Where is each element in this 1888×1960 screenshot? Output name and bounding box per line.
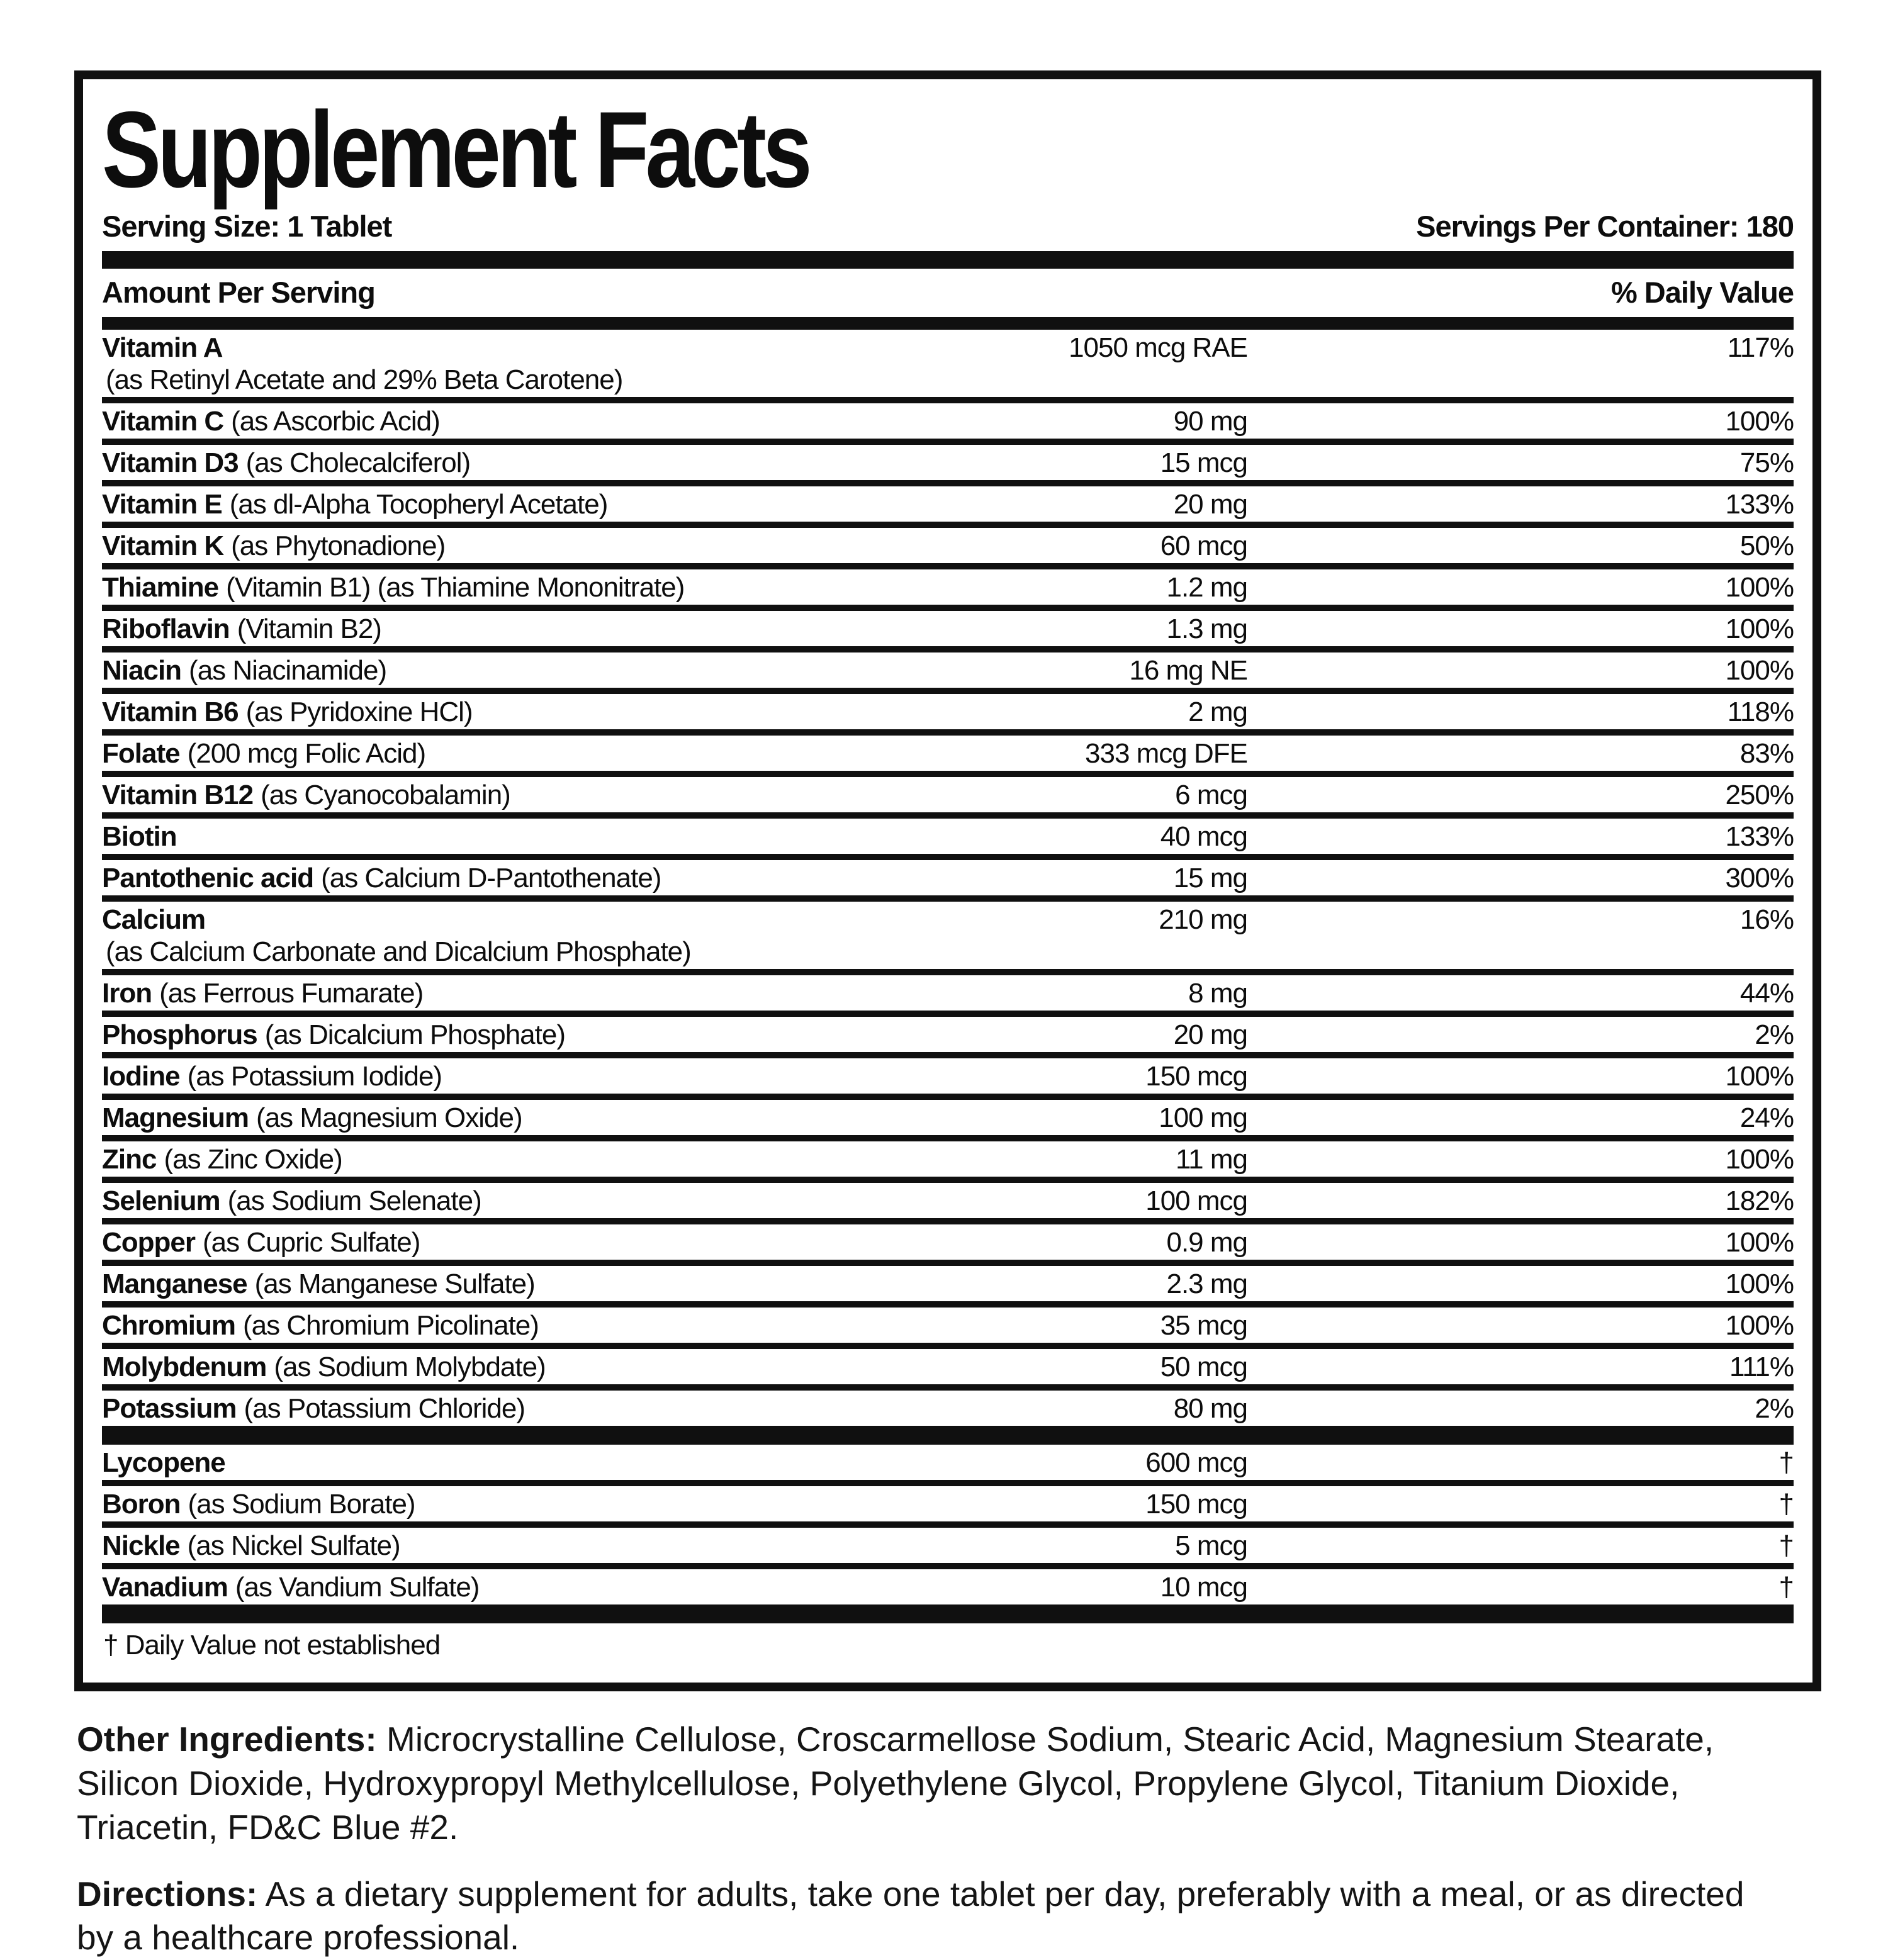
nutrient-source: (as Zinc Oxide) [164,1144,342,1175]
nutrient-name-cell [102,1185,845,1217]
table-row [102,1058,1794,1100]
nutrient-name: Iodine [102,1061,180,1092]
header-divider-bar [102,317,1794,330]
nutrient-name-cell [102,530,845,562]
row-separator [102,1521,1794,1528]
nutrient-daily-value: 118% [1727,697,1794,727]
nutrient-name: Iron [102,978,152,1009]
servings-per-container-text: Servings Per Container: 180 [1416,210,1794,243]
row-separator [102,854,1794,860]
table-row [102,652,1794,694]
nutrient-name: Calcium [102,904,206,935]
nutrient-name-cell [102,1309,845,1341]
nutrient-name: Vitamin B12 [102,780,254,810]
table-row [102,403,1794,445]
nutrient-daily-value: 2% [1755,1393,1794,1424]
nutrient-daily-value: 2% [1755,1019,1794,1050]
nutrient-amount: 150 mcg [1145,1489,1247,1520]
nutrient-source-line2: (as Calcium Carbonate and Dicalcium Phosphate) [106,936,691,967]
row-separator [102,480,1794,486]
row-separator [102,688,1794,694]
nutrient-amount: 2 mg [1188,697,1247,727]
row-separator [102,1052,1794,1058]
nutrient-name: Vitamin K [102,530,224,561]
nutrient-daily-value: 100% [1725,1061,1794,1092]
nutrient-source: (as Sodium Selenate) [227,1185,481,1216]
other-ingredients-paragraph [77,1718,1775,1850]
nutrient-name-cell [102,1102,845,1134]
nutrient-amount: 16 mg NE [1129,655,1247,686]
nutrient-amount: 100 mcg [1145,1185,1247,1216]
nutrient-name-cell [102,447,845,479]
nutrient-daily-value: † [1778,1447,1794,1478]
table-row [102,569,1794,611]
nutrient-name-cell [102,1392,845,1425]
row-separator [102,1260,1794,1266]
nutrient-name: Nickle [102,1530,180,1561]
nutrient-name-cell [102,1226,845,1258]
nutrient-amount: 50 mcg [1160,1352,1247,1382]
nutrient-name-cell [102,1530,845,1562]
nutrient-name: Riboflavin [102,613,230,644]
nutrient-amount: 6 mcg [1175,780,1247,810]
nutrient-daily-value: 182% [1725,1185,1794,1216]
nutrient-name: Folate [102,738,180,769]
nutrient-name-cell [102,1447,845,1479]
amount-per-serving-header: Amount Per Serving [102,276,375,309]
table-row [102,1017,1794,1058]
table-row [102,902,1794,975]
nutrient-daily-value: 16% [1739,904,1794,935]
column-header-row [102,275,1794,310]
nutrient-daily-value: 300% [1725,863,1794,893]
nutrient-amount: 15 mg [1173,863,1247,893]
nutrient-source: (as Sodium Borate) [188,1489,415,1520]
row-separator [102,1301,1794,1308]
nutrient-amount: 1.3 mg [1166,613,1247,644]
nutrient-name: Vanadium [102,1572,228,1603]
nutrient-source: (as dl-Alpha Tocopheryl Acetate) [229,489,608,520]
nutrient-daily-value: 133% [1725,489,1794,520]
nutrient-name-cell [102,571,845,603]
serving-row [102,209,1794,244]
other-ingredients-label: Other Ingredients: [77,1720,377,1759]
nutrient-amount: 40 mcg [1160,821,1247,852]
nutrient-source: (as Manganese Sulfate) [254,1268,535,1299]
supplement-facts-panel [74,70,1821,1691]
nutrient-amount: 15 mcg [1160,447,1247,478]
nutrient-amount: 60 mcg [1160,530,1247,561]
other-ingredients-text: Microcrystalline Cellulose, Croscarmellose Sodium, Stearic Acid, Magnesium Stearate, Silicon Dioxide, Hydroxypropyl Methylcellulose, Polyethylene Glycol, Propylene Glycol, Titanium Dioxide, Triacetin, FD&C Blue #2. [77,1720,1714,1847]
nutrient-daily-value: 111% [1729,1352,1794,1382]
nutrient-amount: 0.9 mg [1166,1227,1247,1258]
nutrient-amount: 11 mg [1175,1144,1247,1175]
nutrient-name-cell [102,405,845,437]
nutrient-name: Selenium [102,1185,220,1216]
table-row [102,445,1794,486]
table-row [102,736,1794,777]
table-row [102,1183,1794,1224]
table-row [102,330,1794,403]
nutrient-amount: 1.2 mg [1166,572,1247,603]
nutrient-daily-value: 50% [1739,530,1794,561]
nutrient-source: (as Cyanocobalamin) [261,780,510,810]
nutrient-name-cell [102,1060,845,1092]
nutrient-name: Zinc [102,1144,157,1175]
nutrient-daily-value: 75% [1739,447,1794,478]
nutrient-daily-value: 250% [1725,780,1794,810]
nutrient-name: Chromium [102,1310,235,1341]
nutrient-name-cell [102,1571,845,1603]
row-separator [102,1177,1794,1183]
nutrient-amount: 600 mcg [1145,1447,1247,1478]
nutrient-name: Biotin [102,821,177,852]
nutrient-daily-value: 44% [1739,978,1794,1009]
nutrient-amount: 150 mcg [1145,1061,1247,1092]
table-row [102,1528,1794,1569]
nutrient-source: (as Dicalcium Phosphate) [264,1019,566,1050]
nutrient-name-cell [102,737,845,770]
table-row [102,611,1794,652]
nutrient-amount: 333 mcg DFE [1085,738,1247,769]
nutrient-daily-value: † [1778,1489,1794,1520]
nutrient-daily-value: † [1778,1530,1794,1561]
nutrient-daily-value: 100% [1725,406,1794,437]
nutrient-name: Vitamin A [102,332,223,363]
nutrient-amount: 210 mg [1159,904,1247,935]
table-row [102,1349,1794,1391]
footnote-divider-bar [102,1604,1794,1623]
nutrient-source: (as Nickel Sulfate) [187,1530,400,1561]
nutrient-source: (as Chromium Picolinate) [243,1310,539,1341]
directions-text: As a dietary supplement for adults, take one tablet per day, preferably with a meal, or as directed by a healthcare professional. [77,1874,1745,1957]
serving-size-text: Serving Size: 1 Tablet [102,210,392,243]
nutrient-name-cell [102,904,845,968]
row-separator [102,1343,1794,1349]
nutrient-daily-value: † [1778,1572,1794,1603]
nutrient-name: Molybdenum [102,1352,267,1382]
nutrient-table-main [102,330,1794,1426]
nutrient-name-cell [102,332,845,396]
row-separator [102,1480,1794,1486]
table-row [102,975,1794,1017]
nutrient-name: Pantothenic acid [102,863,314,893]
row-separator [102,771,1794,777]
row-separator [102,397,1794,403]
nutrient-source: (as Cupric Sulfate) [203,1227,420,1258]
nutrient-source: (as Potassium Iodide) [187,1061,442,1092]
table-row [102,1141,1794,1183]
nutrient-source: (as Phytonadione) [231,530,446,561]
nutrient-name-cell [102,1268,845,1300]
nutrient-daily-value: 100% [1725,655,1794,686]
nutrient-name-cell [102,1019,845,1051]
row-separator [102,895,1794,902]
table-row [102,860,1794,902]
nutrient-name: Vitamin E [102,489,222,520]
nutrient-daily-value: 100% [1725,1144,1794,1175]
daily-value-header: % Daily Value [1610,276,1794,309]
nutrient-amount: 1050 mcg RAE [1069,332,1247,363]
nutrient-name: Vitamin B6 [102,697,239,727]
row-separator [102,1384,1794,1391]
page-title: Supplement Facts [102,89,809,210]
nutrient-name-cell [102,862,845,894]
nutrient-name-cell [102,488,845,520]
table-row [102,528,1794,569]
nutrient-amount: 8 mg [1188,978,1247,1009]
table-row [102,1569,1794,1604]
nutrient-name: Vitamin C [102,406,224,437]
nutrient-name-cell [102,654,845,686]
nutrient-daily-value: 117% [1727,332,1794,363]
nutrient-amount: 5 mcg [1175,1530,1247,1561]
table-row [102,694,1794,736]
nutrient-name-cell [102,779,845,811]
nutrient-amount: 80 mg [1173,1393,1247,1424]
table-row [102,777,1794,819]
nutrient-daily-value: 24% [1739,1102,1794,1133]
nutrient-daily-value: 133% [1725,821,1794,852]
directions-label: Directions: [77,1874,258,1913]
directions-paragraph [77,1873,1775,1960]
nutrient-source: (as Calcium D-Pantothenate) [321,863,661,893]
nutrient-name-cell [102,696,845,728]
nutrient-name: Lycopene [102,1447,225,1478]
nutrient-source: (as Potassium Chloride) [244,1393,525,1424]
row-separator [102,1011,1794,1017]
nutrient-name-cell [102,977,845,1009]
row-separator [102,439,1794,445]
nutrient-source: (Vitamin B2) [237,613,381,644]
table-row [102,486,1794,528]
table-row [102,1266,1794,1308]
nutrient-name: Boron [102,1489,181,1520]
footnote-text: † Daily Value not established [103,1630,441,1660]
table-row [102,1100,1794,1141]
row-separator [102,605,1794,611]
row-separator [102,729,1794,736]
row-separator [102,563,1794,569]
nutrient-amount: 20 mg [1173,1019,1247,1050]
nutrient-table-extra [102,1445,1794,1604]
nutrient-source: (200 mcg Folic Acid) [187,738,426,769]
table-row [102,1391,1794,1426]
nutrient-source: (as Magnesium Oxide) [256,1102,522,1133]
thick-divider-bar [102,251,1794,269]
row-separator [102,812,1794,819]
nutrient-amount: 20 mg [1173,489,1247,520]
nutrient-source: (as Pyridoxine HCl) [245,697,473,727]
row-separator [102,1563,1794,1569]
nutrient-daily-value: 100% [1725,1310,1794,1341]
nutrient-daily-value: 100% [1725,1227,1794,1258]
row-separator [102,1218,1794,1224]
nutrient-name: Potassium [102,1393,237,1424]
nutrient-daily-value: 100% [1725,1268,1794,1299]
table-row [102,1445,1794,1486]
row-separator [102,646,1794,652]
nutrient-source: (as Ascorbic Acid) [231,406,440,437]
nutrient-amount: 100 mg [1159,1102,1247,1133]
table-row [102,1308,1794,1349]
row-separator [102,969,1794,975]
nutrient-source: (as Vandium Sulfate) [235,1572,480,1603]
nutrient-amount: 10 mcg [1160,1572,1247,1603]
nutrient-name: Niacin [102,655,182,686]
nutrient-source: (Vitamin B1) (as Thiamine Mononitrate) [226,572,685,603]
nutrient-name: Manganese [102,1268,247,1299]
nutrient-name-cell [102,820,845,853]
nutrient-name: Copper [102,1227,195,1258]
table-row [102,1224,1794,1266]
row-separator [102,1135,1794,1141]
nutrient-amount: 90 mg [1173,406,1247,437]
row-separator [102,522,1794,528]
nutrient-source: (as Sodium Molybdate) [274,1352,546,1382]
nutrient-name: Phosphorus [102,1019,257,1050]
nutrient-amount: 35 mcg [1160,1310,1247,1341]
nutrient-source-line2: (as Retinyl Acetate and 29% Beta Carotene) [106,364,623,395]
table-row [102,1486,1794,1528]
table-row [102,819,1794,860]
nutrient-name: Magnesium [102,1102,249,1133]
nutrient-source: (as Niacinamide) [189,655,387,686]
nutrient-name-cell [102,613,845,645]
nutrient-source: (as Ferrous Fumarate) [159,978,424,1009]
nutrient-name-cell [102,1143,845,1175]
nutrient-daily-value: 83% [1739,738,1794,769]
nutrient-daily-value: 100% [1725,572,1794,603]
nutrient-amount: 2.3 mg [1166,1268,1247,1299]
nutrient-name-cell [102,1488,845,1520]
nutrient-name-cell [102,1351,845,1383]
nutrient-source: (as Cholecalciferol) [245,447,471,478]
section-divider-bar [102,1426,1794,1445]
row-separator [102,1094,1794,1100]
nutrient-name: Vitamin D3 [102,447,239,478]
nutrient-name: Thiamine [102,572,219,603]
nutrient-daily-value: 100% [1725,613,1794,644]
